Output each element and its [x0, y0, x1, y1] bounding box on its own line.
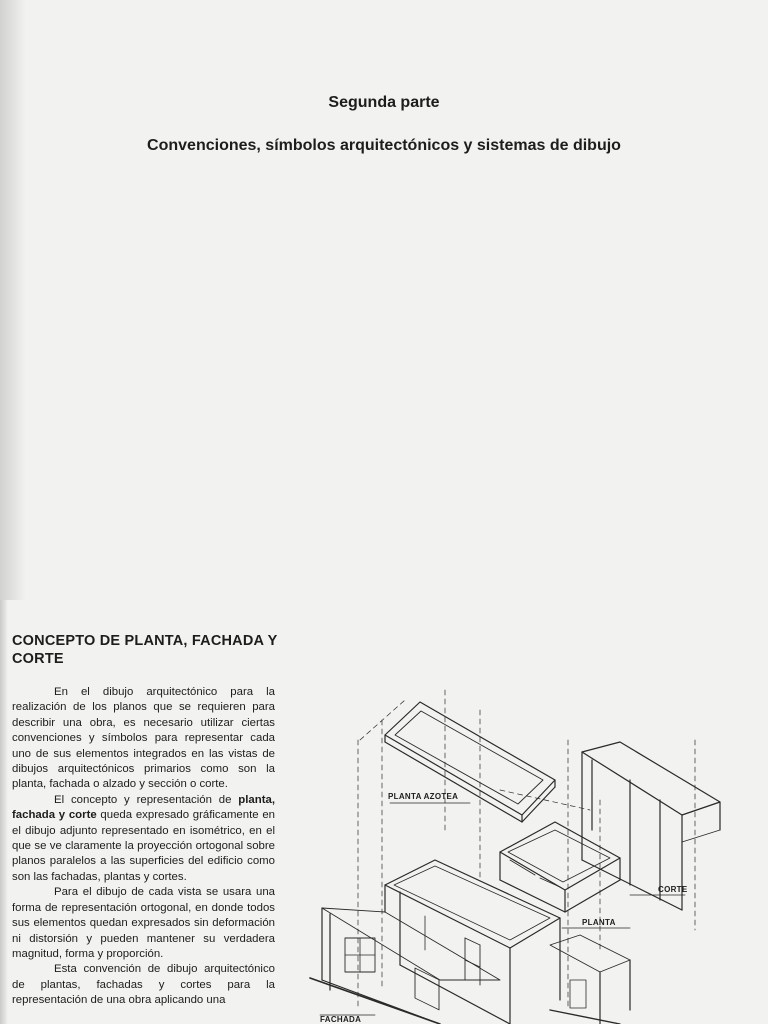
projection-lines	[358, 690, 695, 1010]
house-block	[385, 860, 560, 1024]
label-corte: CORTE	[658, 885, 688, 894]
part-label: Segunda parte	[328, 94, 440, 111]
section-heading: CONCEPTO DE PLANTA, FACHADA Y CORTE	[12, 633, 278, 667]
section-box	[582, 742, 720, 910]
paragraph-4: Esta convención de dibujo arquitectónico de plantas, fachadas y cortes para la representación de una obra aplicando una	[12, 963, 275, 1007]
side-elevation	[550, 935, 630, 1024]
roof-plan	[385, 702, 555, 822]
label-fachada: FACHADA	[320, 1015, 362, 1024]
label-planta-azotea: PLANTA AZOTEA	[388, 792, 459, 801]
paragraph-2-rest: queda expresado gráficamente en el dibujo adjunto representado en isométrico, en el que se ve claramente la proyección ortogonal sobre planos paralelos a las superficies del edificio como son las fachadas, plantas y cortes.	[12, 809, 275, 883]
paragraph-1: En el dibujo arquitectónico para la realización de los planos que se requieren para describir una obra, es necesario utilizar ciertas convenciones y símbolos para representar cada uno de sus elementos integrados en las vistas de dibujos arquitectónicos primarios como son la planta, fachada o alzado y sección o corte.	[12, 686, 275, 791]
label-planta: PLANTA	[582, 918, 616, 927]
isometric-drawing	[300, 680, 768, 1024]
isometric-sketch	[300, 680, 768, 1024]
paragraph-2-emphasis: planta, fachada y corte	[12, 793, 275, 822]
facing-page-bleed-lower	[0, 600, 8, 1024]
body-text	[12, 685, 275, 1024]
front-elevation	[310, 908, 500, 1024]
paragraph-2-lead: El concepto y representación de	[54, 793, 239, 806]
facing-page-bleed	[0, 0, 26, 600]
paragraph-2	[12, 793, 275, 885]
paragraph-3: Para el dibujo de cada vista se usara una forma de representación ortogonal, en donde todos sus elementos quedan expresados sin deformación ni distorsión y pueden mantener su verdadera magnitud, forma y proporción.	[12, 886, 275, 960]
part-title: Convenciones, símbolos arquitectónicos y sistemas de dibujo	[147, 137, 621, 154]
